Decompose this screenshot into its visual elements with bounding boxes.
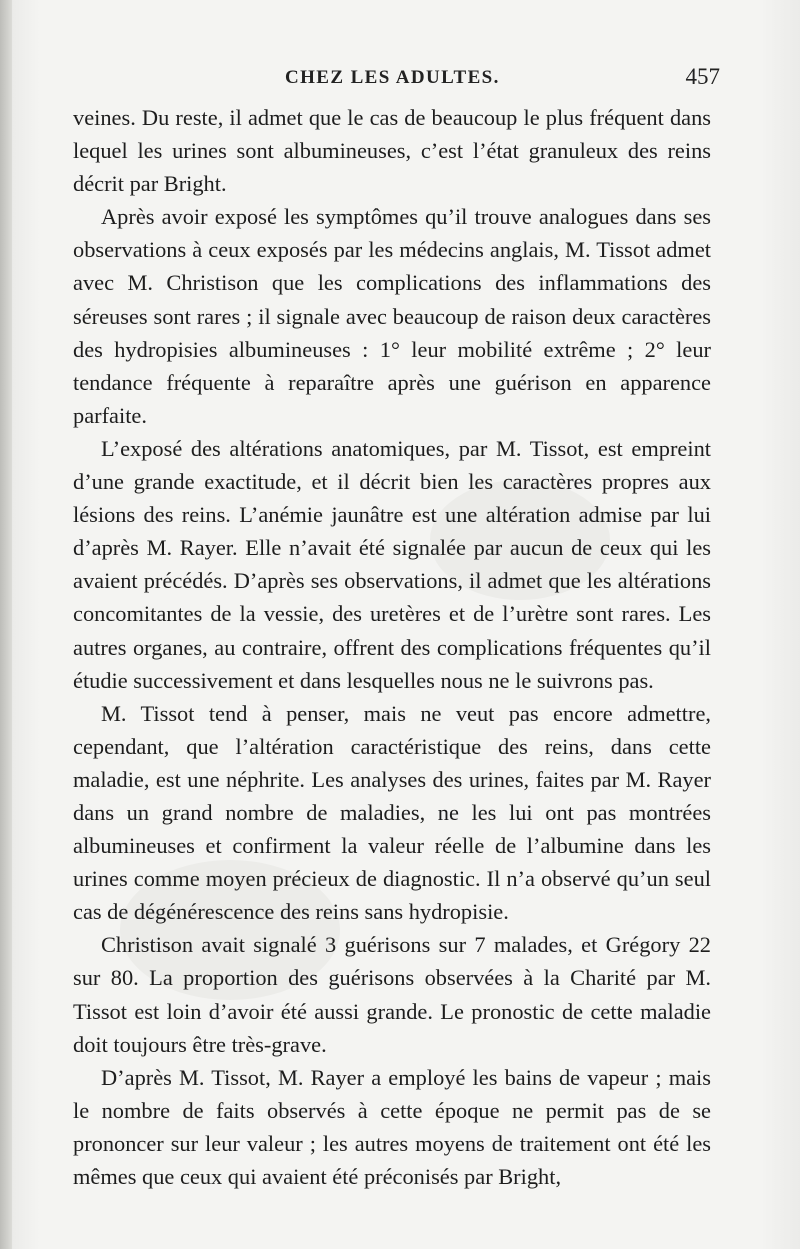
page-number: 457 (685, 64, 720, 89)
paragraph-prognosis: Christison avait signalé 3 guérisons sur 7 malades, et Grégory 22 sur 80. La proportion des guérisons observées à la Charité par M. Tissot est loin d’avoir été aussi grande. Le pronostic de cette maladie doit toujours être très-grave. (73, 932, 711, 1057)
paragraph-nephritis: M. Tissot tend à penser, mais ne veut pas encore admettre, cependant, que l’altération caractéristique des reins, dans cette maladie, est une néphrite. Les analyses des urines, faites par M. Rayer dans un grand nombre de maladies, ne les lui ont pas montrées albumineuses et confirment la valeur réelle de l’albumine dans les urines comme moyen précieux de diagnostic. Il n’a observé qu’un seul cas de dégénérescence des reins sans hydropisie. (73, 700, 711, 925)
running-title: CHEZ LES ADULTES. (285, 67, 500, 88)
paragraph-treatment: D’après M. Tissot, M. Rayer a employé les bains de vapeur ; mais le nombre de faits observés à cette époque ne permit pas de se prononcer sur leur valeur ; les autres moyens de traitement ont été les mêmes que ceux qui avaient été préconisés par Bright, (73, 1064, 711, 1189)
paragraph-symptoms: Après avoir exposé les symptômes qu’il trouve analogues dans ses observations à ceux exposés par les médecins anglais, M. Tissot admet avec M. Christison que les complications des inflammations des séreuses sont rares ; il signale avec beaucoup de raison deux caractères des hydropisies albumineuses : 1° leur mobilité extrême ; 2° leur tendance fréquente à reparaître après une guérison en apparence parfaite. (73, 204, 711, 428)
page-header (60, 64, 720, 98)
paragraph-continuation: veines. Du reste, il admet que le cas de beaucoup le plus fréquent dans lequel les urines sont albumineuses, c’est l’état granuleux des reins décrit par Bright. (73, 105, 711, 197)
page-gutter-shadow (0, 0, 12, 1249)
body-text (73, 101, 711, 1193)
paragraph-anatomy: L’exposé des altérations anatomiques, par M. Tissot, est empreint d’une grande exactitude, et il décrit bien les caractères propres aux lésions des reins. L’anémie jaunâtre est une altération admise par lui d’après M. Rayer. Elle n’avait été signalée par aucun de ceux qui les avaient précédés. D’après ses observations, il admet que les altérations concomitantes de la vessie, des uretères et de l’urètre sont rares. Les autres organes, au contraire, offrent des complications fréquentes qu’il étudie successivement et dans lesquelles nous ne le suivrons pas. (73, 435, 711, 693)
